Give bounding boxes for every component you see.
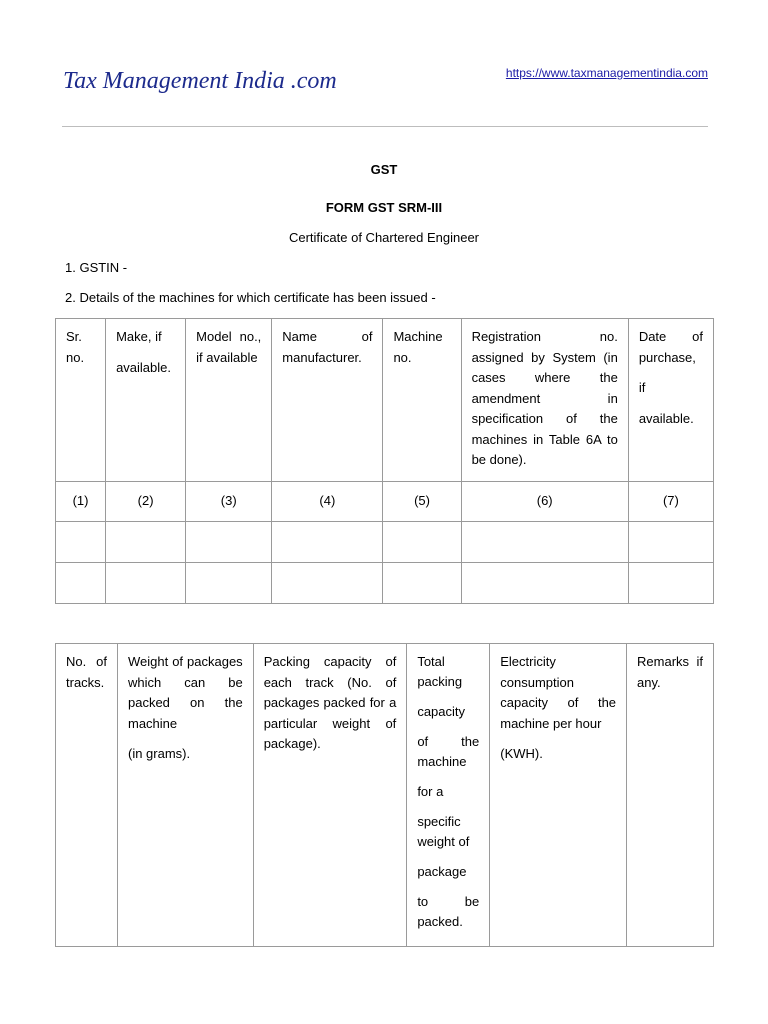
empty-cell [272,521,383,562]
header-packing-capacity: Packing capacity of each track (No. of packages packed for a particular weight of package). [253,644,407,947]
gstin-line: 1. GSTIN - [65,260,128,275]
empty-cell [272,562,383,603]
machines-table [55,318,714,604]
doc-title: GST [370,162,398,177]
empty-cell [628,562,713,603]
table-row [56,562,714,603]
capacity-table [55,643,714,947]
table-number-row [56,482,714,522]
empty-cell [186,521,272,562]
empty-cell [56,562,106,603]
header-date-of-purchase: Date of purchase, if available. [628,319,713,482]
form-subtitle: Certificate of Chartered Engineer [288,230,480,245]
col-number: (7) [628,482,713,522]
col-number: (3) [186,482,272,522]
header-manufacturer: Name of manufacturer. [272,319,383,482]
empty-cell [186,562,272,603]
empty-cell [628,521,713,562]
header-divider [62,126,708,127]
header-make: Make, if available. [106,319,186,482]
table-header-row [56,644,714,947]
empty-cell [106,521,186,562]
header-registration-no: Registration no. assigned by System (in cases where the amendment in specification of the machines in Table 6A to be done). [461,319,628,482]
site-url-link[interactable]: https://www.taxmanagementindia.com [505,66,708,80]
empty-cell [383,562,461,603]
empty-cell [56,521,106,562]
table-header-row [56,319,714,482]
header-model: Model no., if available [186,319,272,482]
col-number: (4) [272,482,383,522]
empty-cell [383,521,461,562]
col-number: (5) [383,482,461,522]
table-row [56,521,714,562]
form-title: FORM GST SRM-III [325,200,443,215]
site-brand: Tax Management India .com [63,68,337,94]
header-weight-of-packages: Weight of packages which can be packed on the machine (in grams). [117,644,253,947]
empty-cell [106,562,186,603]
header-remarks: Remarks if any. [627,644,714,947]
header-no-of-tracks: No. of tracks. [56,644,118,947]
col-number: (1) [56,482,106,522]
empty-cell [461,562,628,603]
header-total-packing-capacity: Total packing capacity of the machine for a specific weight of package to be packed. [407,644,490,947]
empty-cell [461,521,628,562]
header-electricity-consumption: Electricity consumption capacity of the machine per hour (KWH). [490,644,627,947]
col-number: (6) [461,482,628,522]
col-number: (2) [106,482,186,522]
header-machine-no: Machine no. [383,319,461,482]
header-sr-no: Sr. no. [56,319,106,482]
details-line: 2. Details of the machines for which certificate has been issued - [65,290,436,305]
